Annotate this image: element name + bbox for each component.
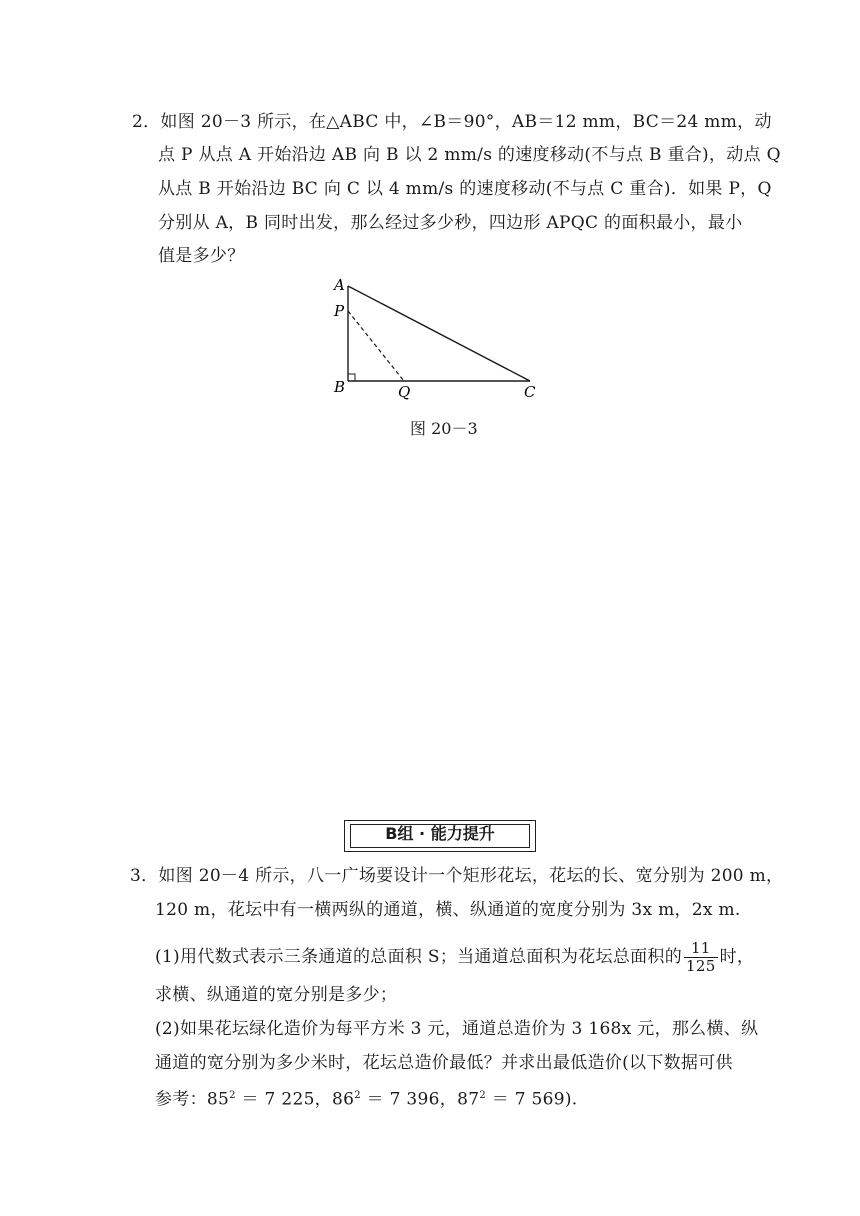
square-sup-3: 2 [479, 1090, 486, 1101]
label-c: C [524, 383, 536, 401]
problem3-line-2: 120 m，花坛中有一横两纵的通道，横、纵通道的宽度分别为 3x m，2x m. [155, 900, 741, 920]
problem3-line-1: 3．如图 20－4 所示，八一广场要设计一个矩形花坛，花坛的长、宽分别为 200 m， [130, 866, 784, 886]
right-angle-mark [348, 374, 355, 381]
problem3-line-3 [155, 935, 754, 979]
banner-label: B组 · 能力提升 [385, 824, 495, 843]
section-banner [344, 820, 536, 852]
ref-87: ＝ 7 396，87 [360, 1089, 480, 1110]
problem2-line-4: 分别从 A，B 同时出发，那么经过多少秒，四边形 APQC 的面积最小，最小 [158, 213, 743, 233]
part1-text: (1)用代数式表示三条通道的总面积 S；当通道总面积为花坛总面积的 [155, 947, 683, 967]
problem2-line-1: 2．如图 20－3 所示，在△ABC 中，∠B＝90°，AB＝12 mm，BC＝24 mm，动 [132, 112, 772, 132]
label-p: P [334, 302, 345, 320]
problem3-line-7 [155, 1086, 578, 1110]
label-a: A [334, 276, 345, 294]
fraction-numerator: 11 [684, 940, 718, 958]
label-q: Q [398, 383, 411, 401]
ref-end: ＝ 7 569). [486, 1089, 578, 1110]
ref-86: ＝ 7 225，86 [235, 1089, 355, 1110]
fraction [684, 940, 718, 975]
problem2-line-5: 值是多少？ [158, 246, 245, 266]
figure-caption: 图 20－3 [410, 419, 478, 438]
label-b: B [334, 378, 346, 396]
problem3-line-5: (2)如果花坛绿化造价为每平方米 3 元，通道总造价为 3 168x 元，那么横、纵 [155, 1019, 759, 1039]
fraction-denominator: 125 [686, 957, 716, 975]
problem3-line-6: 通道的宽分别为多少米时，花坛总造价最低？并求出最低造价(以下数据可供 [155, 1053, 733, 1073]
problem2-line-3: 从点 B 开始沿边 BC 向 C 以 4 mm/s 的速度移动(不与点 C 重合)．如果 P，Q [158, 179, 772, 199]
square-sup-2: 2 [354, 1090, 361, 1101]
triangle-figure [326, 274, 546, 409]
ref-85: 参考：85 [155, 1089, 230, 1110]
part1-text-end: 时， [719, 947, 755, 967]
square-sup-1: 2 [229, 1090, 236, 1101]
problem2-line-2: 点 P 从点 A 开始沿边 AB 向 B 以 2 mm/s 的速度移动(不与点 B 重合)，动点 Q [158, 145, 781, 165]
problem3-line-4: 求横、纵通道的宽分别是多少； [155, 985, 398, 1005]
segment-pq [348, 311, 404, 381]
side-ac [348, 286, 530, 381]
